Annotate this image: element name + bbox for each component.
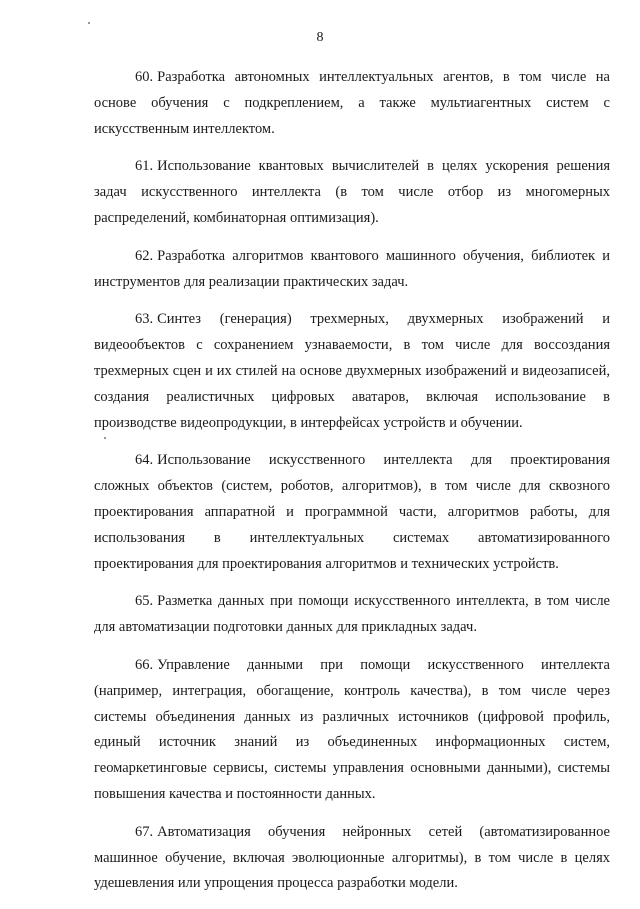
document-body [94,65,610,909]
list-item [94,589,610,641]
item-number: 63. [135,311,154,328]
item-number: 67. [135,823,154,840]
item-number: 61. [135,158,154,175]
item-text: Синтез (генерация) трехмерных, двухмерных изображений и видеообъектов с сохранением узнаваемости, в том числе для воссоздания трехмерных сцен и их стилей на основе двухмерных изображений и видеозаписей, создания реалистичных цифровых аватаров, включая использование в производстве видеопродукции, в интерфейсах устройств и обучении. [94,311,610,431]
list-item [94,154,610,231]
item-text: Разработка алгоритмов квантового машинного обучения, библиотек и инструментов для реализации практических задач. [94,247,610,290]
item-text: Использование искусственного интеллекта для проектирования сложных объектов (систем, роботов, алгоритмов), в том числе для сквозного проектирования аппаратной и программной части, алгоритмов работы, для использования в интеллектуальных системах автоматизированного проектирования для проектирования алгоритмов и технических устройств. [94,452,610,572]
page-number: 8 [316,30,324,45]
list-item [94,65,610,142]
item-text: Автоматизация обучения нейронных сетей (автоматизированное машинное обучение, включая эволюционные алгоритмы), в том числе в целях удешевления или упрощения процесса разработки модели. [94,823,610,892]
item-number: 60. [135,69,154,85]
item-number: 65. [135,593,154,610]
list-item [94,307,610,436]
item-text: Использование квантовых вычислителей в целях ускорения решения задач искусственного интеллекта (в том числе отбор из многомерных распределений, комбинаторная оптимизация). [94,158,610,226]
item-text: Разметка данных при помощи искусственного интеллекта, в том числе для автоматизации подготовки данных для прикладных задач. [94,593,610,636]
item-number: 66. [135,656,154,673]
list-item [94,244,610,296]
item-number: 64. [135,452,154,469]
list-item [94,653,610,808]
list-item [94,820,610,897]
scan-mark [88,22,90,24]
item-text: Управление данными при помощи искусственного интеллекта (например, интеграция, обогащение, контроль качества), в том числе через системы объединения данных из различных источников (цифровой профиль, единый источник знаний из объединенных информационных систем, геомаркетинговые сервисы, системы управления основными данными), системы повышения качества и постоянности данных. [94,656,610,802]
item-text: Разработка автономных интеллектуальных агентов, в том числе на основе обучения с подкреплением, а также мультиагентных систем с искусственным интеллектом. [94,69,610,137]
item-number: 62. [135,247,154,264]
list-item [94,448,610,577]
